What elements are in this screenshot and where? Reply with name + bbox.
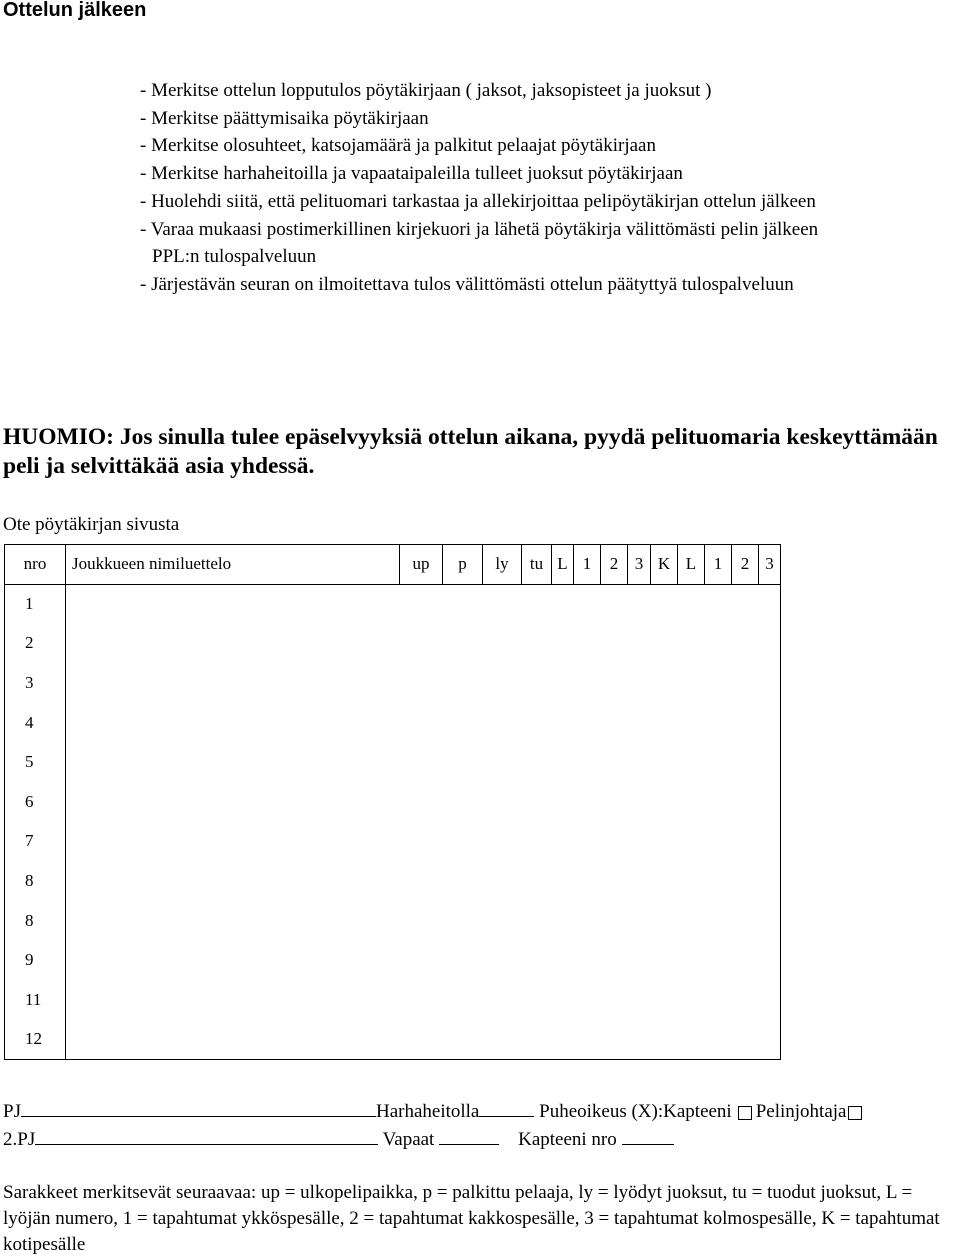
harhaheitolla-label: Harhaheitolla xyxy=(375,1101,480,1122)
row-entry-area[interactable] xyxy=(66,1020,781,1060)
header-cell: Joukkueen nimiluettelo xyxy=(66,545,400,585)
table-header-row xyxy=(5,545,781,585)
notice-text: HUOMIO: Jos sinulla tulee epäselvyyksiä ottelun aikana, pyydä pelituomaria keskeyttämään peli ja selvittäkää asia yhdessä. xyxy=(3,424,938,479)
table-row xyxy=(5,742,781,782)
table-row xyxy=(5,940,781,980)
table-row xyxy=(5,584,781,624)
row-entry-area[interactable] xyxy=(66,584,781,624)
row-entry-area[interactable] xyxy=(66,940,781,980)
row-entry-area[interactable] xyxy=(66,822,781,862)
header-cell: up xyxy=(400,545,443,585)
kapteeni-nro-label: Kapteeni nro xyxy=(518,1129,617,1150)
row-number: 4 xyxy=(5,703,66,743)
row-entry-area[interactable] xyxy=(66,663,781,703)
row-number: 7 xyxy=(5,822,66,862)
pj-label: PJ xyxy=(3,1101,21,1122)
row-number: 1 xyxy=(5,584,66,624)
header-cell: L xyxy=(678,545,705,585)
puheoikeus-label: Puheoikeus (X):Kapteeni xyxy=(539,1101,732,1122)
row-number: 5 xyxy=(5,742,66,782)
header-cell: 2 xyxy=(601,545,628,585)
row-number: 11 xyxy=(5,980,66,1020)
header-cell: p xyxy=(443,545,483,585)
checklist-item: - Järjestävän seuran on ilmoitettava tulos välittömästi ottelun päätyttyä tulospalveluun xyxy=(140,273,794,295)
page-title: Ottelun jälkeen xyxy=(3,0,147,21)
table-row xyxy=(5,822,781,862)
header-cell: L xyxy=(552,545,574,585)
header-cell: 3 xyxy=(628,545,651,585)
row-entry-area[interactable] xyxy=(66,782,781,822)
signature-line-2 xyxy=(3,1126,674,1152)
vapaat-field[interactable] xyxy=(439,1126,499,1145)
checklist-item: - Merkitse ottelun lopputulos pöytäkirjaan ( jaksot, jaksopisteet ja juoksut ) xyxy=(140,80,712,101)
table-row xyxy=(5,624,781,664)
header-cell: K xyxy=(651,545,678,585)
checklist-item: - Huolehdi siitä, että pelituomari tarkastaa ja allekirjoittaa pelipöytäkirjan ottelun jälkeen xyxy=(140,190,816,212)
table-row xyxy=(5,980,781,1020)
row-entry-area[interactable] xyxy=(66,901,781,941)
kapteeni-nro-field[interactable] xyxy=(622,1126,674,1145)
kapteeni-checkbox[interactable] xyxy=(738,1106,752,1120)
checklist-item-continuation: PPL:n tulospalveluun xyxy=(152,246,317,268)
pelinjohtaja-label: Pelinjohtaja xyxy=(755,1101,847,1122)
pj2-field[interactable] xyxy=(35,1126,378,1145)
column-legend: Sarakkeet merkitsevät seuraavaa: up = ulkopelipaikka, p = palkittu pelaaja, ly = lyödyt juoksut, tu = tuodut juoksut, L = lyöjän numero, 1 = tapahtumat ykköspesälle, 2 = tapahtumat kakkospesälle, 3 = tapahtumat kolmospesälle, K = tapahtumat kotipesälle xyxy=(3,1182,940,1255)
table-row xyxy=(5,901,781,941)
harhaheitolla-field[interactable] xyxy=(479,1098,534,1117)
row-entry-area[interactable] xyxy=(66,861,781,901)
header-cell: tu xyxy=(522,545,552,585)
table-row xyxy=(5,782,781,822)
table-row xyxy=(5,703,781,743)
row-number: 9 xyxy=(5,940,66,980)
header-cell: 3 xyxy=(759,545,781,585)
header-cell: 1 xyxy=(705,545,732,585)
row-entry-area[interactable] xyxy=(66,624,781,664)
row-number: 8 xyxy=(5,901,66,941)
row-entry-area[interactable] xyxy=(66,980,781,1020)
table-caption: Ote pöytäkirjan sivusta xyxy=(3,514,180,535)
table-row xyxy=(5,861,781,901)
checklist-item: - Merkitse olosuhteet, katsojamäärä ja palkitut pelaajat pöytäkirjaan xyxy=(140,135,656,157)
header-cell: 1 xyxy=(574,545,601,585)
row-number: 3 xyxy=(5,663,66,703)
header-cell: 2 xyxy=(732,545,759,585)
row-entry-area[interactable] xyxy=(66,742,781,782)
header-cell: nro xyxy=(5,545,66,585)
row-number: 2 xyxy=(5,624,66,664)
signature-line-1 xyxy=(3,1098,866,1124)
checklist xyxy=(140,77,818,299)
pj-field[interactable] xyxy=(21,1098,376,1117)
score-sheet-table xyxy=(4,544,781,1060)
vapaat-label: Vapaat xyxy=(382,1129,435,1150)
header-cell: ly xyxy=(483,545,522,585)
table-row xyxy=(5,663,781,703)
row-number: 12 xyxy=(5,1020,66,1060)
checklist-item: - Merkitse päättymisaika pöytäkirjaan xyxy=(140,107,429,129)
pj2-label: 2.PJ xyxy=(3,1129,36,1150)
row-entry-area[interactable] xyxy=(66,703,781,743)
checklist-item: - Merkitse harhaheitoilla ja vapaataipaleilla tulleet juoksut pöytäkirjaan xyxy=(140,163,683,185)
row-number: 8 xyxy=(5,861,66,901)
row-number: 6 xyxy=(5,782,66,822)
checklist-item: - Varaa mukaasi postimerkillinen kirjekuori ja lähetä pöytäkirja välittömästi pelin jälkeen xyxy=(140,218,819,240)
table-row xyxy=(5,1020,781,1060)
pelinjohtaja-checkbox[interactable] xyxy=(848,1106,862,1120)
